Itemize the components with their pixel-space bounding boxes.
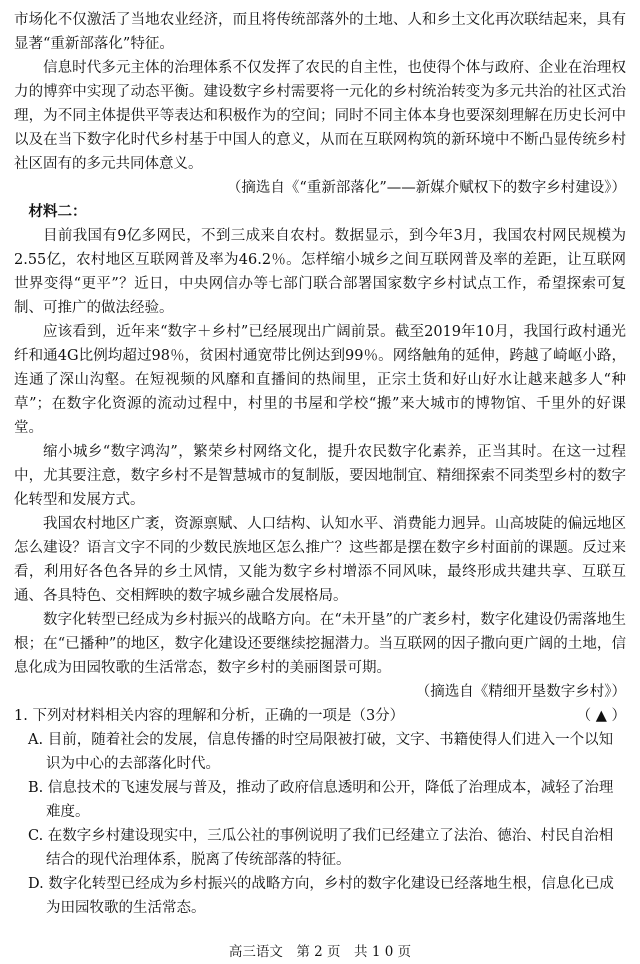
option-c: C. 在数字乡村建设现实中，三瓜公社的事例说明了我们已经建立了法治、德治、村民自治相结合的现代治理体系，脱离了传统部落的特征。 — [28, 828, 614, 868]
material2-paragraph-3: 缩小城乡“数字鸿沟”，繁荣乡村网络文化，提升农民数字化素养，正当其时。在这一过程中，尤其要注意，数字乡村不是智慧城市的复制版，要因地制宜、精细探索不同类型乡村的数字化转型和发展方式。 — [14, 444, 626, 508]
source-citation-1: （摘选自《“重新部落化”——新媒介赋权下的数字乡村建设》） — [226, 180, 626, 196]
option-a: A. 目前，随着社会的发展，信息传播的时空局限被打破，文字、书籍使得人们进入一个以知识为中心的去部落化时代。 — [28, 732, 614, 772]
question-text: 1. 下列对材料相关内容的理解和分析，正确的一项是（3分） — [14, 708, 405, 724]
option-d: D. 数字化转型已经成为乡村振兴的战略方向，乡村的数字化建设已经落地生根，信息化已成为田园牧歌的生活常态。 — [28, 876, 614, 916]
answer-mark: （ ▲ ） — [576, 708, 626, 724]
material2-heading: 材料二： — [28, 203, 87, 220]
source-citation-2: （摘选自《精细开垦数字乡村》） — [415, 684, 626, 700]
question-1 — [14, 704, 626, 728]
material2-paragraph-1: 目前我国有9亿多网民，不到三成来自农村。数据显示，到今年3月，我国农村网民规模为2.55亿，农村地区互联网普及率为46.2％。怎样缩小城乡之间互联网普及率的差距，让互联网世界变得“更平”？近日，中央网信办等七部门联合部署国家数字乡村试点工作，希望探索可复制、可推广的做法经验。 — [14, 228, 626, 316]
material2-paragraph-4: 我国农村地区广袤，资源禀赋、人口结构、认知水平、消费能力迥异。山高坡陡的偏远地区怎么建设？语言文字不同的少数民族地区怎么推广？这些都是摆在数字乡村面前的课题。反过来看，利用好各色各异的乡土风情，又能为数字乡村增添不同风味，最终形成共建共享、互联互通、各具特色、交相辉映的数字城乡融合发展格局。 — [14, 516, 626, 604]
page-footer: 高三语文 第 2 页 共 1 0 页 — [228, 944, 412, 960]
paragraph-top-2: 信息时代多元主体的治理体系不仅发挥了农民的自主性，也使得个体与政府、企业在治理权力的博弈中实现了动态平衡。建设数字乡村需要将一元化的乡村统治转变为多元共治的社区式治理，为不同主体提供平等表达和积极作为的空间；同时不同主体本身也要深刻理解在历史长河中以及在当下数字化时代乡村基于中国人的意义，从而在互联网构筑的新环境中不断凸显传统乡村社区固有的多元共同体意义。 — [14, 60, 626, 172]
material2-paragraph-2: 应该看到，近年来“数字＋乡村”已经展现出广阔前景。截至2019年10月，我国行政村通光纤和通4G比例均超过98％，贫困村通宽带比例达到99％。网络触角的延伸，跨越了崎岖小路，连通了深山沟壑。在短视频的风靡和直播间的热闹里，正宗土货和好山好水让越来越多人“种草”；在数字化资源的流动过程中，村里的书屋和学校“搬”来大城市的博物馆、千里外的好课堂。 — [14, 324, 626, 436]
option-b: B. 信息技术的飞速发展与普及，推动了政府信息透明和公开，降低了治理成本，减轻了治理难度。 — [28, 780, 614, 820]
paragraph-top-1: 市场化不仅激活了当地农业经济，而且将传统部落外的土地、人和乡土文化再次联结起来，具有显著“重新部落化”特征。 — [14, 12, 626, 52]
material2-paragraph-5: 数字化转型已经成为乡村振兴的战略方向。在“未开垦”的广袤乡村，数字化建设仍需落地生根；在“已播种”的地区，数字化建设还要继续挖掘潜力。当互联网的因子撒向更广阔的土地，信息化成为田园牧歌的生活常态，数字乡村的美丽图景可期。 — [14, 612, 626, 676]
